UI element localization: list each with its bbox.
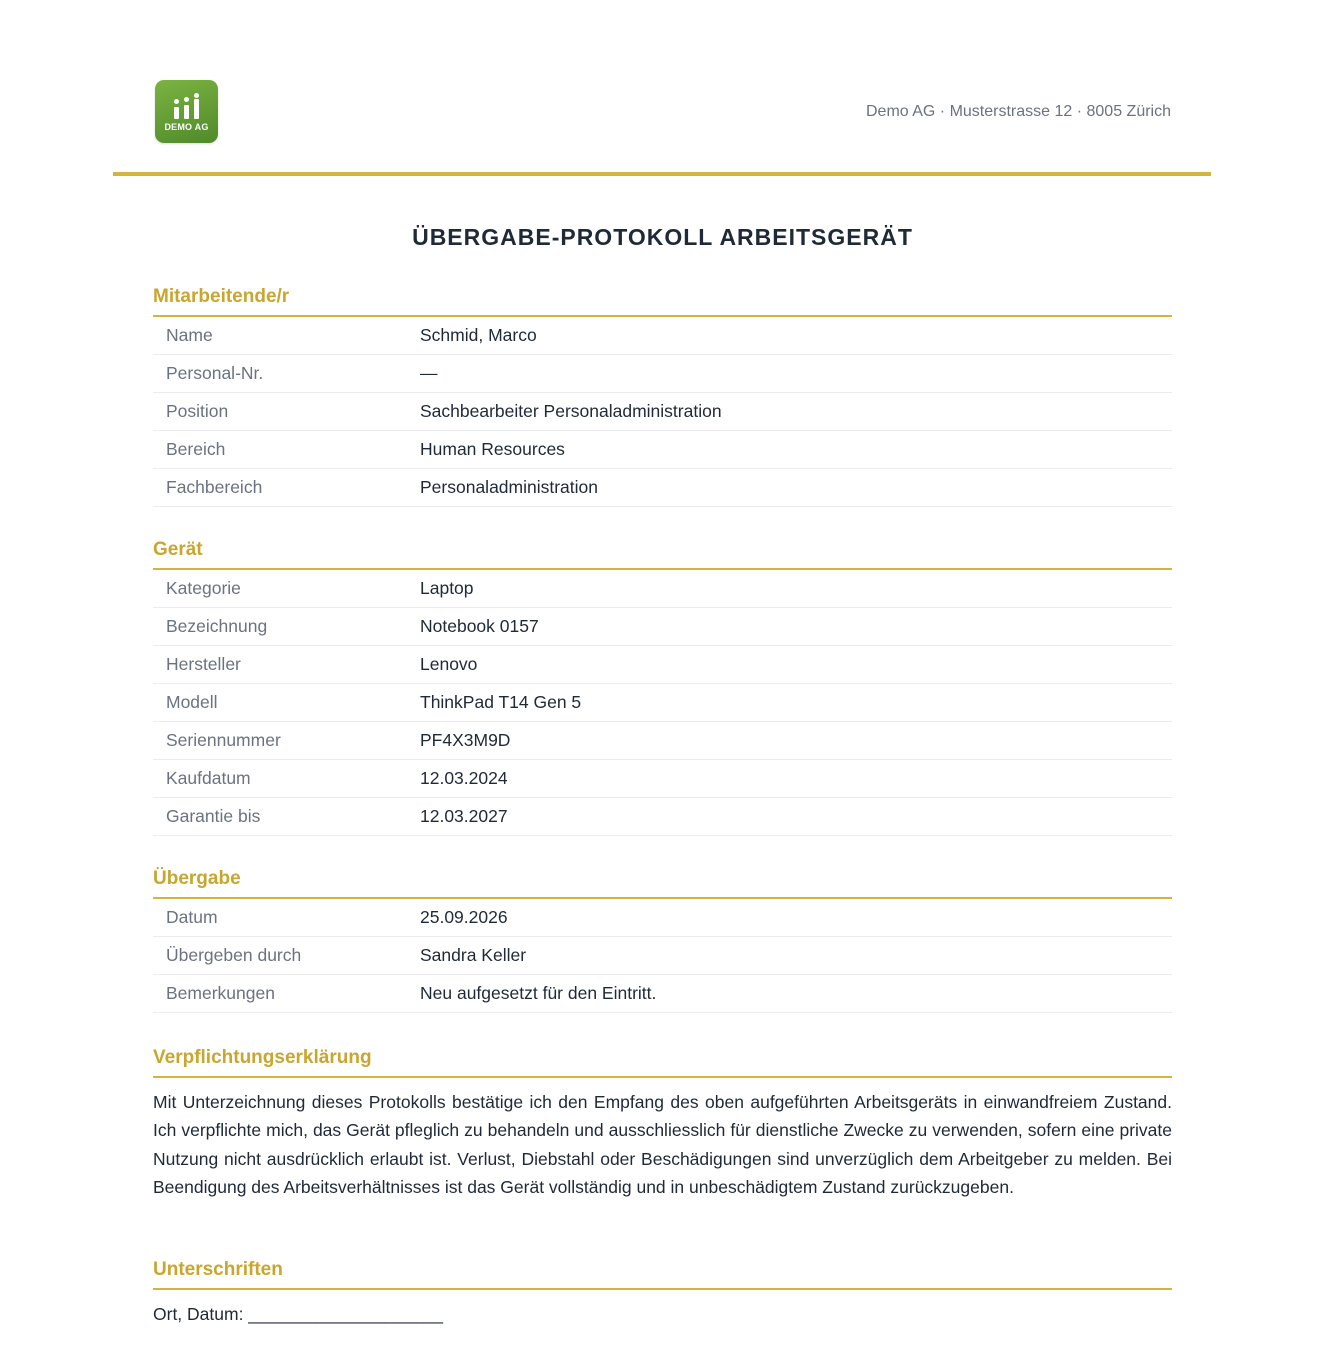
section-handover — [153, 864, 1172, 1013]
row-value: 12.03.2024 — [420, 768, 508, 788]
section-heading: Gerät — [153, 535, 1172, 570]
row-value: Neu aufgesetzt für den Eintritt. — [420, 983, 657, 1003]
table-row — [153, 937, 1172, 975]
row-label: Personal-Nr. — [166, 363, 264, 383]
logo-text: DEMO AG — [164, 122, 209, 132]
row-label: Modell — [166, 692, 218, 712]
bar-chart-icon — [173, 93, 201, 119]
row-label: Kaufdatum — [166, 768, 251, 788]
section-heading: Unterschriften — [153, 1255, 1172, 1290]
row-value: Lenovo — [420, 654, 478, 674]
section-commitment — [153, 1043, 1172, 1202]
row-label: Übergeben durch — [166, 945, 302, 965]
row-value: PF4X3M9D — [420, 730, 511, 750]
row-value: Human Resources — [420, 439, 565, 459]
table-row — [153, 608, 1172, 646]
row-value: Notebook 0157 — [420, 616, 539, 636]
row-label: Fachbereich — [166, 477, 263, 497]
table-row — [153, 722, 1172, 760]
document-title: ÜBERGABE-PROTOKOLL ARBEITSGERÄT — [412, 224, 913, 250]
row-label: Bereich — [166, 439, 226, 459]
table-row — [153, 469, 1172, 507]
table-row — [153, 646, 1172, 684]
row-value: 12.03.2027 — [420, 806, 508, 826]
company-address: Demo AG · Musterstrasse 12 · 8005 Zürich — [866, 103, 1171, 120]
row-label: Name — [166, 325, 213, 345]
table-row — [153, 975, 1172, 1013]
row-value: — — [420, 363, 438, 383]
row-value: ThinkPad T14 Gen 5 — [420, 692, 582, 712]
section-device — [153, 535, 1172, 836]
table-row — [153, 317, 1172, 355]
row-label: Position — [166, 401, 229, 421]
row-value: Laptop — [420, 578, 474, 598]
row-value: 25.09.2026 — [420, 907, 508, 927]
section-heading: Verpflichtungserklärung — [153, 1043, 1172, 1078]
table-row — [153, 760, 1172, 798]
device-table — [153, 570, 1172, 836]
section-signatures — [153, 1255, 1172, 1325]
row-value: Sachbearbeiter Personaladministration — [420, 401, 722, 421]
row-label: Bezeichnung — [166, 616, 268, 636]
table-row — [153, 393, 1172, 431]
row-label: Seriennummer — [166, 730, 281, 750]
row-label: Kategorie — [166, 578, 241, 598]
header-divider — [113, 172, 1211, 176]
table-row — [153, 899, 1172, 937]
section-heading: Übergabe — [153, 864, 1172, 899]
row-value: Personaladministration — [420, 477, 599, 497]
row-label: Datum — [166, 907, 218, 927]
handover-table — [153, 899, 1172, 1013]
row-label: Hersteller — [166, 654, 241, 674]
table-row — [153, 798, 1172, 836]
table-row — [153, 570, 1172, 608]
table-row — [153, 355, 1172, 393]
row-label: Garantie bis — [166, 806, 261, 826]
table-row — [153, 684, 1172, 722]
employee-table — [153, 317, 1172, 507]
row-value: Sandra Keller — [420, 945, 527, 965]
section-heading: Mitarbeitende/r — [153, 282, 1172, 317]
company-logo — [155, 80, 218, 143]
row-label: Bemerkungen — [166, 983, 275, 1003]
table-row — [153, 431, 1172, 469]
section-employee — [153, 282, 1172, 507]
row-value: Schmid, Marco — [420, 325, 537, 345]
place-date-line: Ort, Datum: ____________________ — [153, 1304, 443, 1324]
commitment-text: Mit Unterzeichnung dieses Protokolls bestätige ich den Empfang des oben aufgeführten Arbeitsgeräts in einwandfreiem Zustand. Ich verpflichte mich, das Gerät pfleglich zu behandeln und ausschliesslich für dienstliche Zwecke zu verwenden, sofern eine private Nutzung nicht ausdrücklich erlaubt ist. Verlust, Diebstahl oder Beschädigungen sind unverzüglich dem Arbeitgeber zu melden. Bei Beendigung des Arbeitsverhältnisses ist das Gerät vollständig und in unbeschädigtem Zustand zurückzugeben. — [153, 1092, 1172, 1198]
